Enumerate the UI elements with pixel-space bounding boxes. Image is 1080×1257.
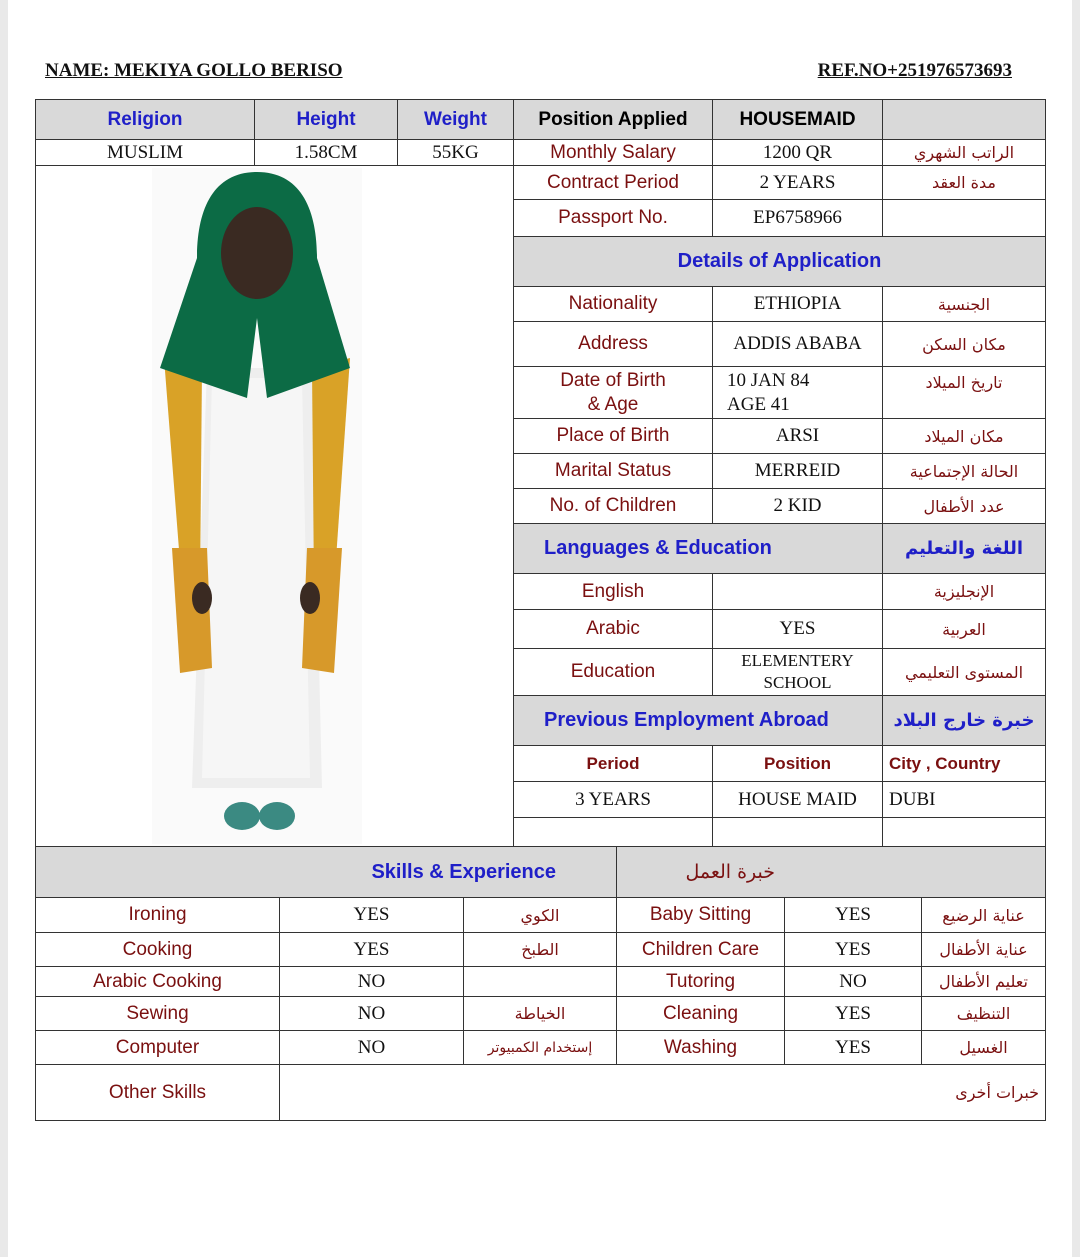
skill-childrencare-arabic: عناية الأطفال bbox=[922, 933, 1046, 967]
passport-arabic bbox=[883, 200, 1046, 237]
empty-cell bbox=[514, 818, 713, 847]
birthplace-arabic: مكان الميلاد bbox=[883, 419, 1046, 454]
birthplace-label: Place of Birth bbox=[514, 419, 713, 454]
marital-arabic: الحالة الإجتماعية bbox=[883, 454, 1046, 489]
nationality-value: ETHIOPIA bbox=[713, 287, 883, 322]
skill-sewing-value: NO bbox=[280, 997, 464, 1031]
nationality-label: Nationality bbox=[514, 287, 713, 322]
skill-ironing-arabic: الكوي bbox=[464, 898, 617, 933]
children-arabic: عدد الأطفال bbox=[883, 489, 1046, 524]
skill-tutoring-label: Tutoring bbox=[617, 967, 785, 997]
details-title: Details of Application bbox=[514, 237, 1046, 287]
skill-babysitting-value: YES bbox=[785, 898, 922, 933]
period-header: Period bbox=[514, 746, 713, 782]
education-arabic: المستوى التعليمي bbox=[883, 649, 1046, 696]
skill-tutoring-value: NO bbox=[785, 967, 922, 997]
address-arabic: مكان السكن bbox=[883, 322, 1046, 367]
city-country-header: City , Country bbox=[883, 746, 1046, 782]
skill-tutoring-arabic: تعليم الأطفال bbox=[922, 967, 1046, 997]
employment-city-value: DUBI bbox=[883, 782, 1046, 818]
employment-position-value: HOUSE MAID bbox=[713, 782, 883, 818]
employment-title: Previous Employment Abroad bbox=[514, 696, 883, 746]
dob-arabic: تاريخ الميلاد bbox=[883, 367, 1046, 419]
salary-label: Monthly Salary bbox=[514, 140, 713, 166]
other-skills-cell bbox=[280, 1065, 1046, 1121]
salary-value: 1200 QR bbox=[713, 140, 883, 166]
address-label: Address bbox=[514, 322, 713, 367]
empty-cell bbox=[713, 818, 883, 847]
skill-washing-value: YES bbox=[785, 1031, 922, 1065]
dob-label bbox=[514, 367, 713, 419]
languages-title: Languages & Education bbox=[514, 524, 883, 574]
skill-cleaning-label: Cleaning bbox=[617, 997, 785, 1031]
skill-ironing-value: YES bbox=[280, 898, 464, 933]
religion-label: Religion bbox=[36, 100, 255, 140]
skill-computer-label: Computer bbox=[36, 1031, 280, 1065]
employment-period-value: 3 YEARS bbox=[514, 782, 713, 818]
empty-cell bbox=[883, 100, 1046, 140]
reference-number: REF.NO+251976573693 bbox=[817, 60, 1012, 81]
employment-title-arabic: خبرة خارج البلاد bbox=[883, 696, 1046, 746]
passport-label: Passport No. bbox=[514, 200, 713, 237]
marital-label: Marital Status bbox=[514, 454, 713, 489]
contract-period-arabic: مدة العقد bbox=[883, 166, 1046, 200]
skill-sewing-arabic: الخياطة bbox=[464, 997, 617, 1031]
english-label: English bbox=[514, 574, 713, 610]
skill-computer-value: NO bbox=[280, 1031, 464, 1065]
height-label: Height bbox=[255, 100, 398, 140]
other-skills-arabic: خبرات أخرى bbox=[955, 1083, 1040, 1102]
education-label: Education bbox=[514, 649, 713, 696]
skill-ironing-label: Ironing bbox=[36, 898, 280, 933]
applicant-name: NAME: MEKIYA GOLLO BERISO bbox=[45, 60, 343, 81]
arabic-label: Arabic bbox=[514, 610, 713, 649]
skill-babysitting-arabic: عناية الرضيع bbox=[922, 898, 1046, 933]
skill-cooking-arabic: الطبخ bbox=[464, 933, 617, 967]
education-value-line1: ELEMENTERY bbox=[741, 651, 854, 670]
contract-period-label: Contract Period bbox=[514, 166, 713, 200]
position-applied-label: Position Applied bbox=[514, 100, 713, 140]
skills-table bbox=[35, 846, 1046, 1121]
skill-washing-arabic: الغسيل bbox=[922, 1031, 1046, 1065]
languages-title-arabic: اللغة والتعليم bbox=[883, 524, 1046, 574]
weight-value: 55KG bbox=[398, 140, 514, 166]
weight-label: Weight bbox=[398, 100, 514, 140]
skill-childrencare-label: Children Care bbox=[617, 933, 785, 967]
education-value bbox=[713, 649, 883, 696]
applicant-photo bbox=[152, 168, 362, 844]
skill-sewing-label: Sewing bbox=[36, 997, 280, 1031]
age-value: AGE 41 bbox=[727, 393, 790, 415]
skill-arabiccooking-label: Arabic Cooking bbox=[36, 967, 280, 997]
other-skills-label: Other Skills bbox=[36, 1065, 280, 1121]
dob-label-line2: & Age bbox=[587, 393, 639, 415]
dob-label-line1: Date of Birth bbox=[560, 369, 666, 391]
skill-arabiccooking-arabic bbox=[464, 967, 617, 997]
dob-value bbox=[713, 367, 883, 419]
address-value: ADDIS ABABA bbox=[713, 322, 883, 367]
skill-cleaning-arabic: التنظيف bbox=[922, 997, 1046, 1031]
skill-cooking-value: YES bbox=[280, 933, 464, 967]
arabic-value: YES bbox=[713, 610, 883, 649]
children-value: 2 KID bbox=[713, 489, 883, 524]
marital-value: MERREID bbox=[713, 454, 883, 489]
skill-childrencare-value: YES bbox=[785, 933, 922, 967]
height-value: 1.58CM bbox=[255, 140, 398, 166]
skill-washing-label: Washing bbox=[617, 1031, 785, 1065]
position-applied-value: HOUSEMAID bbox=[713, 100, 883, 140]
religion-value: MUSLIM bbox=[36, 140, 255, 166]
skill-babysitting-label: Baby Sitting bbox=[617, 898, 785, 933]
english-value bbox=[713, 574, 883, 610]
arabic-arabic: العربية bbox=[883, 610, 1046, 649]
position-header: Position bbox=[713, 746, 883, 782]
nationality-arabic: الجنسية bbox=[883, 287, 1046, 322]
contract-period-value: 2 YEARS bbox=[713, 166, 883, 200]
skills-title: Skills & Experience bbox=[36, 847, 617, 898]
english-arabic: الإنجليزية bbox=[883, 574, 1046, 610]
skill-cooking-label: Cooking bbox=[36, 933, 280, 967]
dob-value-line1: 10 JAN 84 bbox=[727, 369, 810, 391]
skills-title-arabic: خبرة العمل bbox=[617, 847, 1046, 898]
salary-arabic: الراتب الشهري bbox=[883, 140, 1046, 166]
empty-cell bbox=[883, 818, 1046, 847]
birthplace-value: ARSI bbox=[713, 419, 883, 454]
children-label: No. of Children bbox=[514, 489, 713, 524]
skill-arabiccooking-value: NO bbox=[280, 967, 464, 997]
passport-value: EP6758966 bbox=[713, 200, 883, 237]
skill-cleaning-value: YES bbox=[785, 997, 922, 1031]
education-value-line2: SCHOOL bbox=[763, 673, 832, 692]
skill-computer-arabic: إستخدام الكمبيوتر bbox=[464, 1031, 617, 1065]
